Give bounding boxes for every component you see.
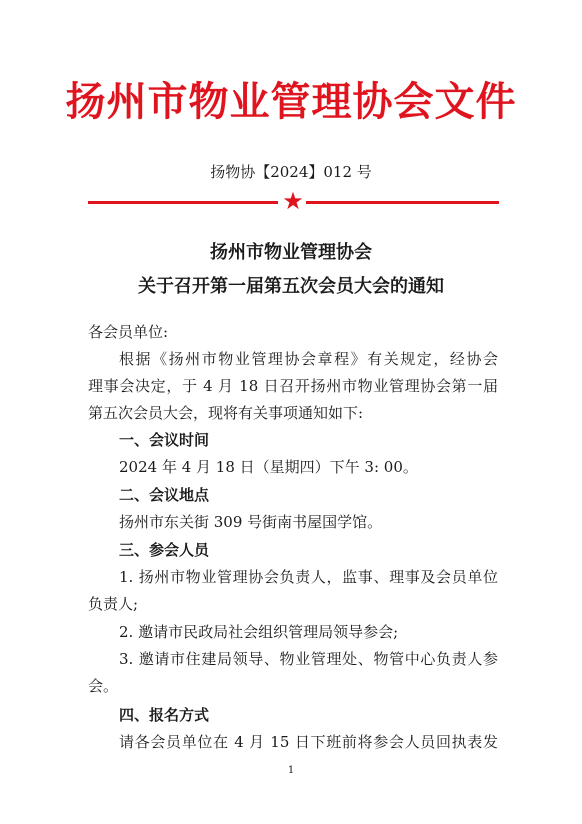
- section-heading-time: 一、会议时间: [119, 431, 210, 449]
- section-heading-attendees: 三、参会人员: [119, 541, 210, 559]
- red-divider-left: [88, 201, 278, 204]
- org-title: 扬州市物业管理协会文件: [65, 79, 517, 125]
- attendee-line: 1. 扬州市物业管理协会负责人，监事、理事及会员单位: [119, 568, 498, 586]
- salutation: 各会员单位:: [88, 323, 169, 341]
- attendee-line: 负责人;: [88, 595, 139, 613]
- red-divider-right: [306, 201, 499, 204]
- place-text: 扬州市东关街 309 号街南书屋国学馆。: [119, 513, 383, 531]
- section-heading-place: 二、会议地点: [119, 486, 210, 504]
- intro-line: 第五次会员大会，现将有关事项通知如下:: [88, 404, 364, 422]
- intro-line: 理事会决定，于 4 月 18 日召开扬州市物业管理协会第一届: [88, 377, 498, 395]
- notice-title-line2: 关于召开第一届第五次会员大会的通知: [138, 276, 444, 297]
- signup-text: 请各会员单位在 4 月 15 日下班前将参会人员回执表发: [119, 733, 498, 751]
- page-number: 1: [287, 765, 295, 776]
- time-text: 2024 年 4 月 18 日（星期四）下午 3: 00。: [119, 458, 418, 476]
- attendee-line: 会。: [88, 677, 119, 695]
- doc-number: 扬物协【2024】012 号: [210, 163, 372, 181]
- attendee-line: 3. 邀请市住建局领导、物业管理处、物管中心负责人参: [119, 650, 498, 668]
- attendee-line: 2. 邀请市民政局社会组织管理局领导参会;: [119, 623, 399, 641]
- section-heading-signup: 四、报名方式: [119, 706, 210, 724]
- notice-title-line1: 扬州市物业管理协会: [210, 242, 372, 263]
- intro-line: 根据《扬州市物业管理协会章程》有关规定，经协会: [119, 350, 498, 368]
- star-icon: ★: [282, 187, 304, 215]
